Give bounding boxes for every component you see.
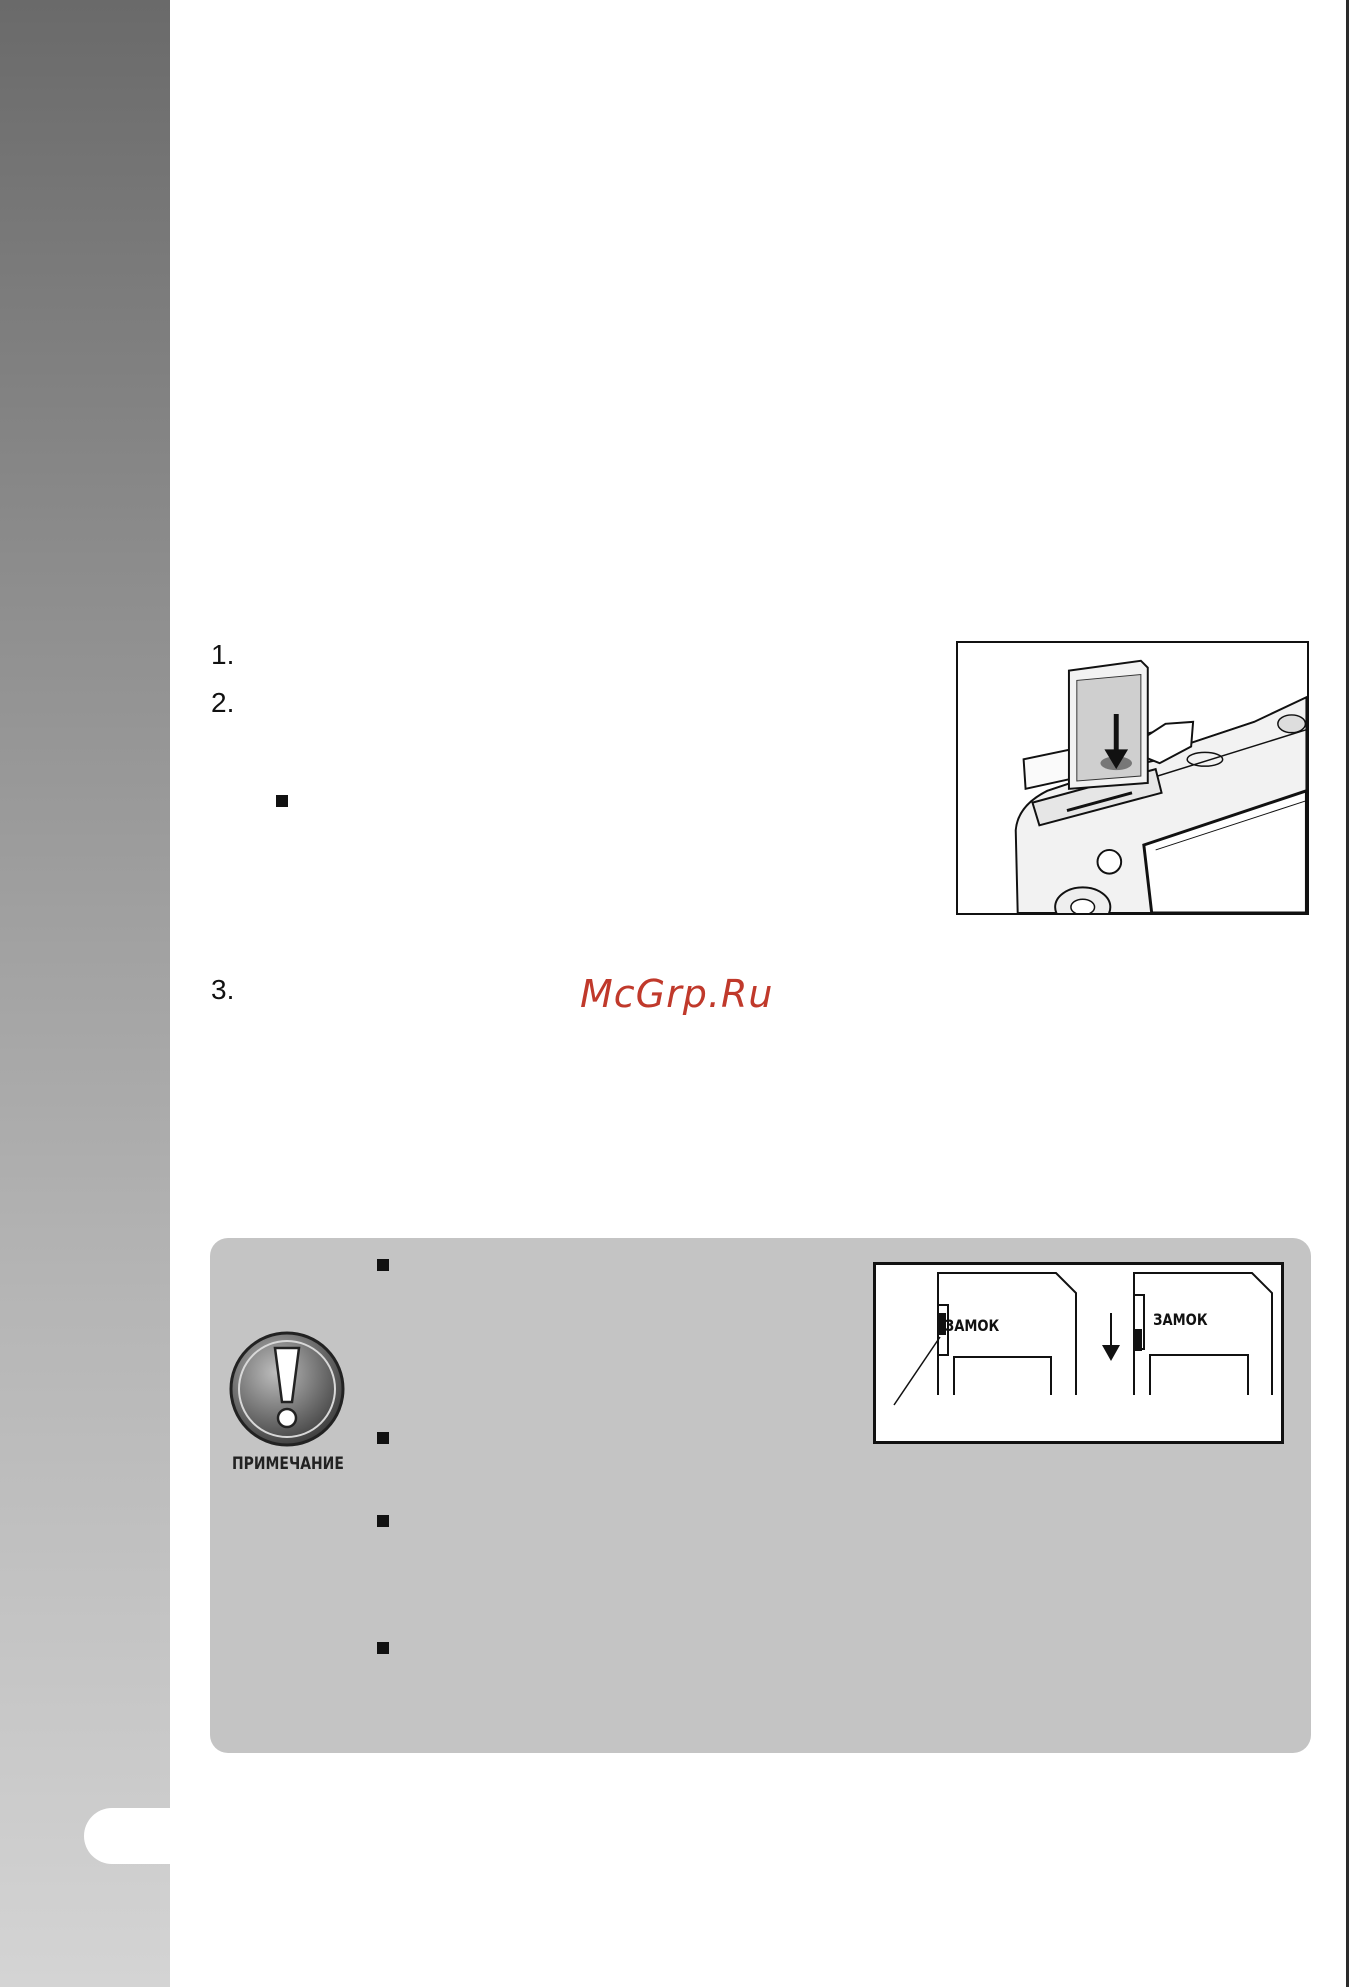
note-bullet-2 (377, 1432, 389, 1444)
note-label: ПРИМЕЧАНИЕ (232, 1454, 344, 1474)
lock-label-left: ЗАМОК (944, 1316, 1000, 1336)
note-bullet-3 (377, 1515, 389, 1527)
lock-label-right: ЗАМОК (1153, 1310, 1208, 1330)
step-number-2: 2. (211, 687, 235, 718)
card-insertion-figure (956, 641, 1309, 915)
watermark-text: McGrp.Ru (580, 972, 774, 1016)
lock-switch-figure (873, 1262, 1284, 1444)
sub-bullet (276, 795, 288, 807)
step-number-3: 3. (211, 974, 235, 1005)
card-insertion-illustration (958, 643, 1307, 913)
page-number-tab (84, 1808, 204, 1864)
step-number-1: 1. (211, 639, 235, 670)
note-bullet-4 (377, 1642, 389, 1654)
note-bullet-1 (377, 1259, 389, 1271)
right-edge-rule (1346, 0, 1349, 1987)
exclamation-icon (228, 1330, 346, 1448)
page-sidebar (0, 0, 170, 1987)
